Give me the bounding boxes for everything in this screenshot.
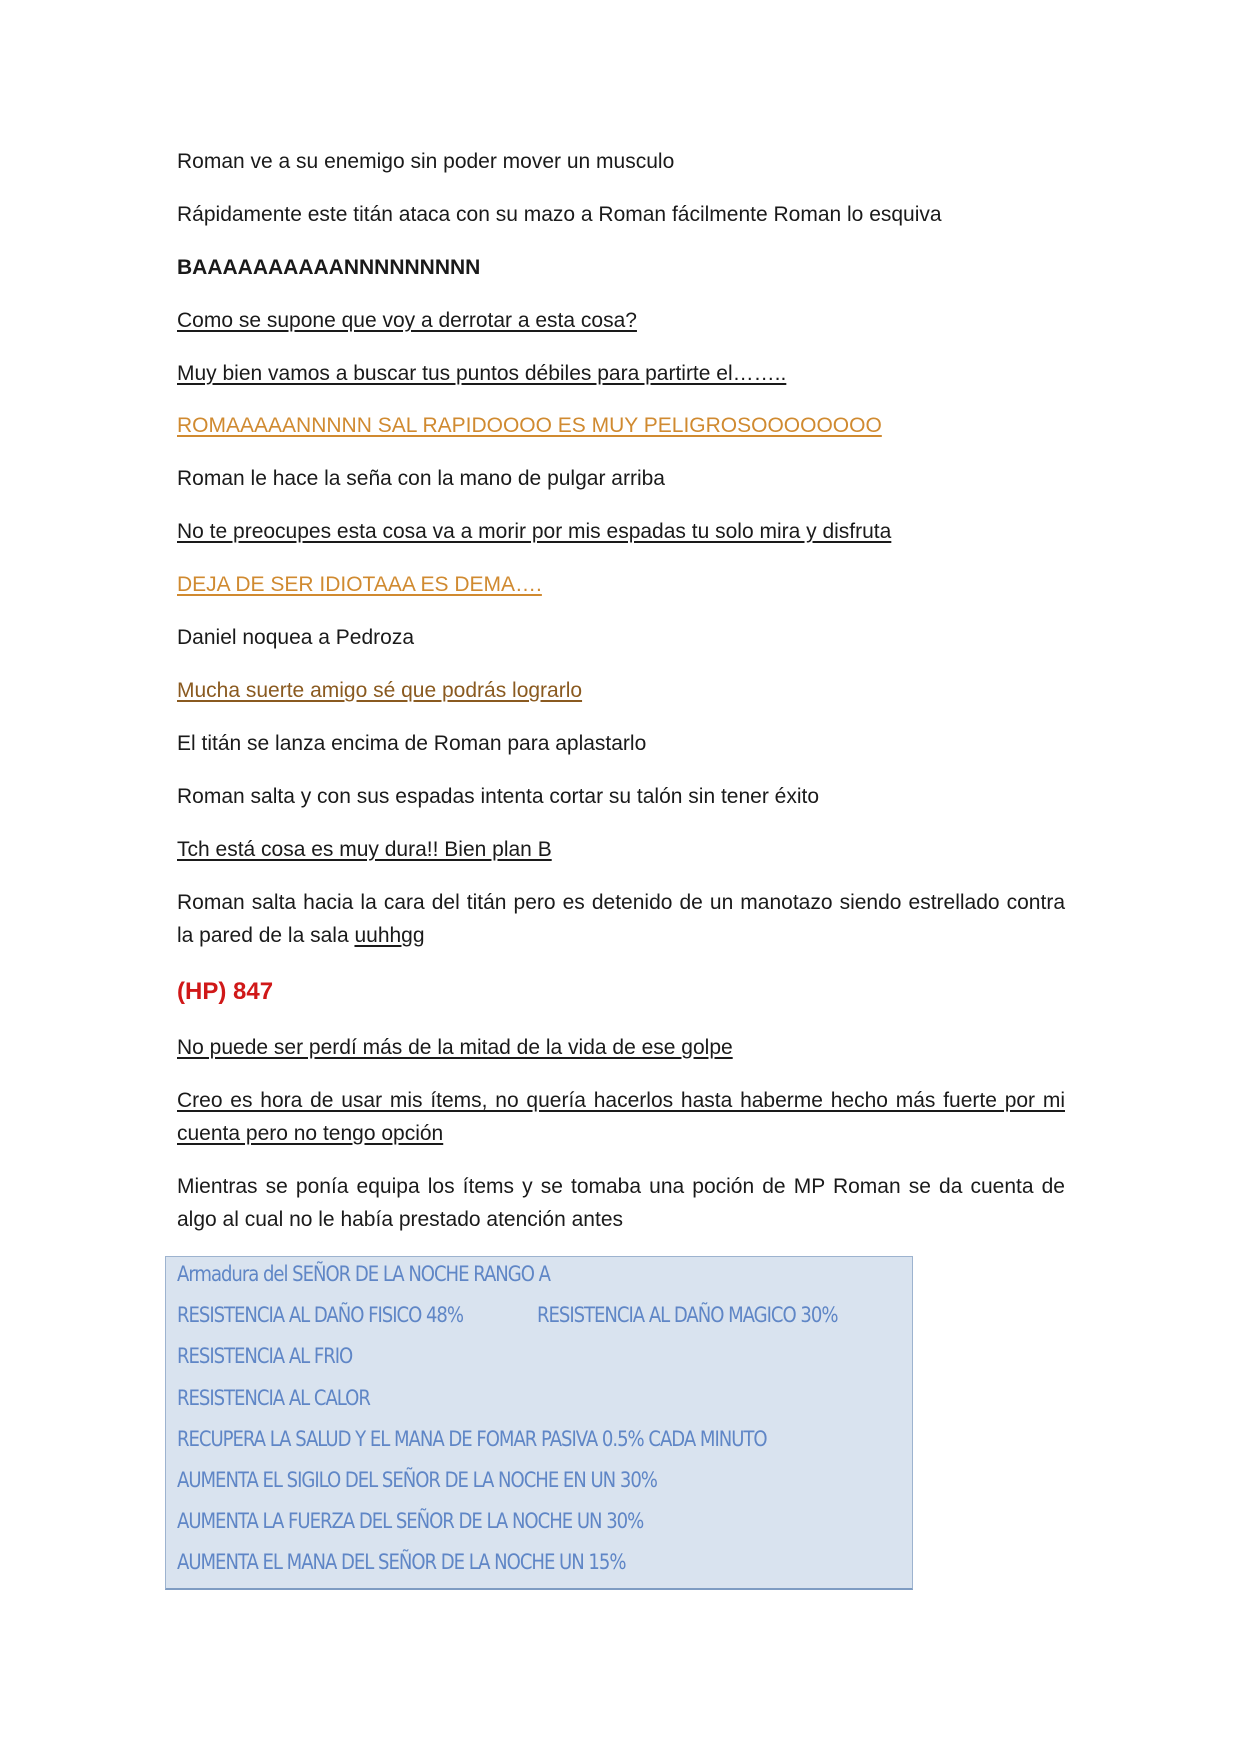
- stat-magic-resistance: RESISTENCIA AL DAÑO MAGICO 30%: [537, 1303, 838, 1327]
- stat-stealth: AUMENTA EL SIGILO DEL SEÑOR DE LA NOCHE EN UN 30%: [177, 1468, 657, 1492]
- narration-text: Roman salta hacia la cara del titán pero es detenido de un manotazo siendo estrellado contra la pared de la sala: [177, 891, 1065, 947]
- armor-title: Armadura del SEÑOR DE LA NOCHE RANGO A: [177, 1262, 550, 1286]
- armor-stats-box: [165, 1256, 913, 1590]
- stat-heat-resistance: RESISTENCIA AL CALOR: [177, 1386, 370, 1410]
- narration-paragraph: Roman ve a su enemigo sin poder mover un musculo: [177, 150, 675, 173]
- narration-paragraph: Mientras se ponía equipa los ítems y se tomaba una poción de MP Roman se da cuenta de algo al cual no le había prestado atención antes: [177, 1175, 1065, 1231]
- hp-counter: (HP) 847: [177, 978, 274, 1005]
- shout-dialogue-line: ROMAAAAANNNNN SAL RAPIDOOOO ES MUY PELIGROSOOOOOOOO: [177, 414, 882, 437]
- sound-effect-text: BAAAAAAAAAANNNNNNNNN: [177, 256, 481, 279]
- shout-dialogue-line: DEJA DE SER IDIOTAAA ES DEMA….: [177, 573, 542, 596]
- dialogue-line: No puede ser perdí más de la mitad de la vida de ese golpe: [177, 1036, 733, 1059]
- dialogue-line: Como se supone que voy a derrotar a esta cosa?: [177, 309, 637, 332]
- narration-paragraph: Daniel noquea a Pedroza: [177, 626, 415, 649]
- dialogue-line: Creo es hora de usar mis ítems, no quería hacerlos hasta haberme hecho más fuerte por mi cuenta pero no tengo opción: [177, 1089, 1065, 1145]
- groan-dialogue: uuhhgg: [354, 924, 425, 947]
- stat-strength: AUMENTA LA FUERZA DEL SEÑOR DE LA NOCHE UN 30%: [177, 1509, 644, 1533]
- narration-paragraph: El titán se lanza encima de Roman para aplastarlo: [177, 732, 647, 755]
- friend-dialogue-line: Mucha suerte amigo sé que podrás lograrlo: [177, 679, 583, 702]
- dialogue-line: No te preocupes esta cosa va a morir por mis espadas tu solo mira y disfruta: [177, 520, 892, 543]
- stat-regeneration: RECUPERA LA SALUD Y EL MANA DE FOMAR PASIVA 0.5% CADA MINUTO: [177, 1427, 767, 1451]
- dialogue-line: Tch está cosa es muy dura!! Bien plan B: [177, 838, 552, 861]
- stat-cold-resistance: RESISTENCIA AL FRIO: [177, 1344, 353, 1368]
- stat-physical-resistance: RESISTENCIA AL DAÑO FISICO 48%: [177, 1303, 464, 1327]
- narration-paragraph: [177, 886, 1065, 952]
- narration-paragraph: Roman salta y con sus espadas intenta cortar su talón sin tener éxito: [177, 785, 820, 808]
- dialogue-line: Muy bien vamos a buscar tus puntos débiles para partirte el……..: [177, 362, 787, 385]
- narration-paragraph: Roman le hace la seña con la mano de pulgar arriba: [177, 467, 665, 490]
- narration-paragraph: Rápidamente este titán ataca con su mazo a Roman fácilmente Roman lo esquiva: [177, 203, 942, 226]
- stat-mana: AUMENTA EL MANA DEL SEÑOR DE LA NOCHE UN 15%: [177, 1550, 626, 1574]
